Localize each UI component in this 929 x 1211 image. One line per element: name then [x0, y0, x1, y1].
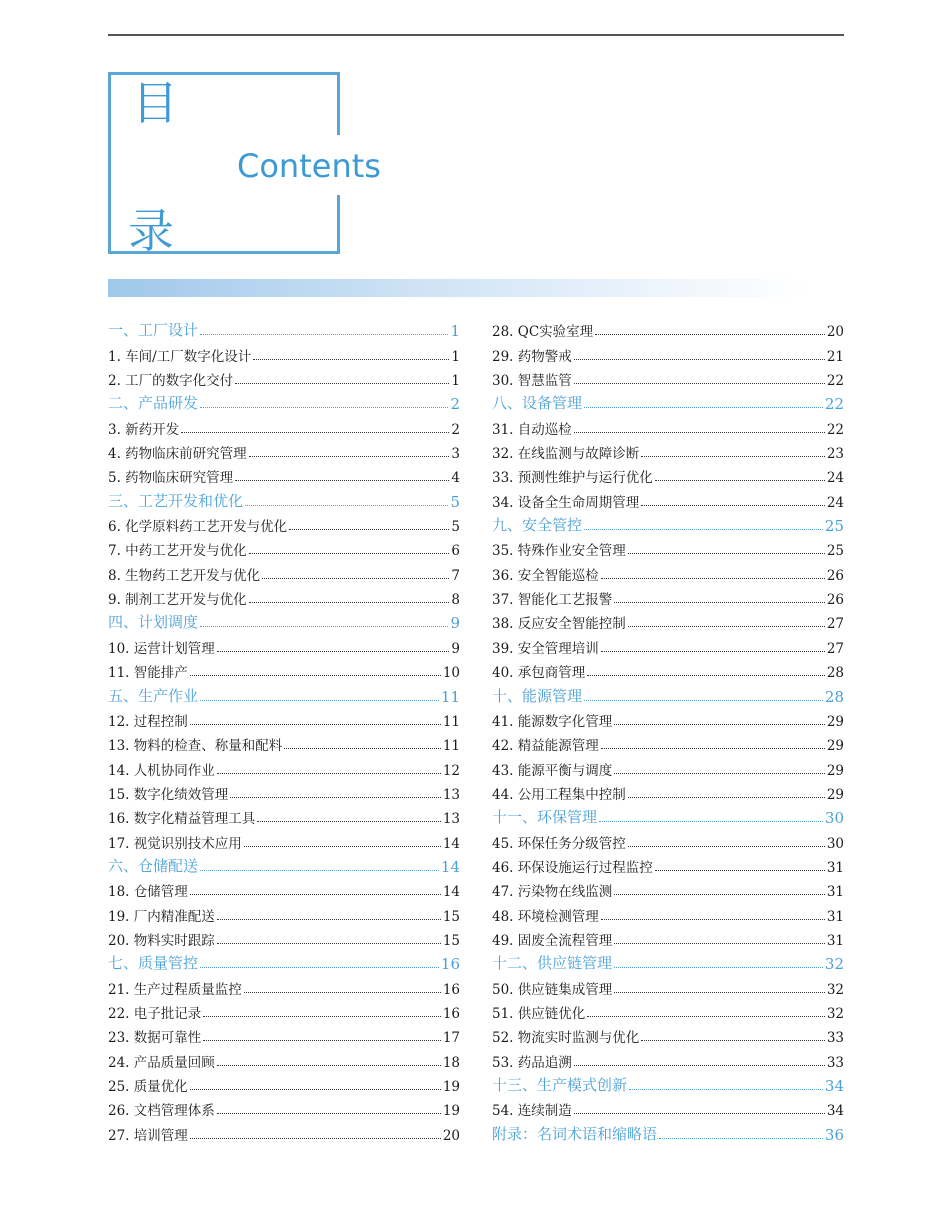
dot-leader [614, 894, 825, 895]
dot-leader [641, 456, 825, 457]
toc-section-heading[interactable] [492, 1071, 844, 1095]
toc-page-number: 33 [826, 1054, 844, 1071]
dot-leader [584, 529, 823, 530]
toc-page-number: 6 [451, 543, 460, 560]
dot-leader [217, 919, 441, 920]
dot-leader [641, 505, 825, 506]
toc-entry[interactable] [492, 900, 844, 924]
toc-page-number: 17 [442, 1030, 460, 1047]
toc-entry[interactable] [492, 559, 844, 583]
toc-entry-title: 41. 能源数字化管理 [492, 713, 613, 730]
toc-entry-title: 五、生产作业 [108, 686, 199, 705]
dot-leader [614, 724, 825, 725]
toc-entry-title: 33. 预测性维护与运行优化 [492, 470, 653, 487]
toc-entry[interactable] [492, 657, 844, 681]
dot-leader [217, 1065, 441, 1066]
toc-entry-title: 1. 车间/工厂数字化设计 [108, 348, 252, 365]
toc-entry-title: 24. 产品质量回顾 [108, 1054, 215, 1071]
toc-entry-title: 36. 安全智能巡检 [492, 567, 599, 584]
toc-page-number: 3 [451, 446, 460, 463]
toc-entry[interactable] [492, 632, 844, 656]
dot-leader [584, 407, 823, 408]
toc-entry-title: 附录：名词术语和缩略语 [492, 1124, 658, 1143]
toc-page-number: 5 [450, 492, 460, 511]
dot-leader [614, 992, 825, 993]
toc-entry[interactable] [492, 340, 844, 364]
toc-section-heading[interactable] [108, 681, 460, 705]
dot-leader [249, 553, 450, 554]
toc-page-number: 1 [451, 348, 460, 365]
toc-page-number: 30 [826, 835, 844, 852]
toc-entry-title: 45. 环保任务分级管控 [492, 835, 626, 852]
toc-entry-title: 八、设备管理 [492, 394, 583, 413]
toc-section-heading[interactable] [108, 486, 460, 510]
toc-entry[interactable] [492, 706, 844, 730]
toc-entry[interactable] [108, 827, 460, 851]
toc-entry-title: 30. 智慧监管 [492, 373, 572, 390]
toc-entry[interactable] [108, 1022, 460, 1046]
toc-entry-title: 40. 承包商管理 [492, 665, 586, 682]
toc-page-number: 16 [442, 1005, 460, 1022]
dot-leader [601, 578, 825, 579]
toc-page-number: 16 [442, 981, 460, 998]
toc-entry-title: 34. 设备全生命周期管理 [492, 494, 640, 511]
toc-entry-title: 三、工艺开发和优化 [108, 491, 244, 510]
dot-leader [217, 943, 441, 944]
dot-leader [203, 1016, 441, 1017]
toc-entry-title: 12. 过程控制 [108, 713, 188, 730]
toc-section-heading[interactable] [492, 803, 844, 827]
toc-entry-title: 四、计划调度 [108, 613, 199, 632]
toc-page-number: 11 [442, 738, 460, 755]
toc-page-number: 5 [451, 519, 460, 536]
toc-page-number: 2 [451, 421, 460, 438]
title-char-lu: 录 [128, 204, 174, 258]
toc-page-number: 36 [824, 1125, 844, 1144]
title-char-mu: 目 [132, 76, 178, 130]
toc-page-number: 25 [826, 543, 844, 560]
toc-page-number: 11 [440, 687, 460, 706]
toc-entry[interactable] [108, 706, 460, 730]
toc-entry[interactable] [492, 608, 844, 632]
toc-entry[interactable] [108, 925, 460, 949]
toc-section-heading[interactable] [492, 511, 844, 535]
dot-leader [614, 773, 825, 774]
dot-leader [587, 675, 825, 676]
toc-entry-title: 47. 污染物在线监测 [492, 884, 613, 901]
toc-entry[interactable] [108, 462, 460, 486]
toc-entry-title: 25. 质量优化 [108, 1079, 188, 1095]
toc-entry[interactable] [492, 486, 844, 510]
toc-page-number: 32 [826, 1005, 844, 1022]
toc-page-number: 16 [440, 955, 460, 974]
toc-entry-title: 十、能源管理 [492, 686, 583, 705]
toc-entry[interactable] [108, 803, 460, 827]
dot-leader [574, 1113, 825, 1114]
toc-entry-title: 18. 仓储管理 [108, 884, 188, 901]
toc-section-heading[interactable] [108, 389, 460, 413]
dot-leader [262, 578, 449, 579]
toc-entry[interactable] [492, 316, 844, 340]
toc-entry[interactable] [108, 876, 460, 900]
toc-page-number: 1 [451, 373, 460, 390]
toc-entry[interactable] [492, 754, 844, 778]
dot-leader [574, 432, 825, 433]
toc-entry-title: 46. 环保设施运行过程监控 [492, 859, 653, 876]
toc-page-number: 22 [826, 373, 844, 390]
toc-entry[interactable] [108, 1119, 460, 1143]
toc-entry[interactable] [108, 413, 460, 437]
toc-entry-title: 六、仓储配送 [108, 856, 199, 875]
top-rule [108, 34, 844, 36]
toc-page-number: 2 [450, 395, 460, 414]
dot-leader [235, 383, 449, 384]
toc-entry-title: 28. QC实验室理 [492, 324, 594, 341]
dot-leader [574, 359, 825, 360]
dot-leader [244, 846, 441, 847]
toc-page-number: 22 [826, 421, 844, 438]
toc-section-heading[interactable] [108, 608, 460, 632]
toc-page-number: 28 [826, 665, 844, 682]
toc-entry-title: 11. 智能排产 [108, 665, 188, 682]
toc-page-number: 20 [442, 1127, 460, 1144]
toc-entry[interactable] [492, 413, 844, 437]
dot-leader [659, 1138, 823, 1139]
toc-page-number: 9 [451, 640, 460, 657]
dot-leader [190, 1089, 441, 1090]
toc-page-number: 15 [442, 908, 460, 925]
dot-leader [655, 480, 825, 481]
dot-leader [289, 529, 449, 530]
toc-entry-title: 44. 公用工程集中控制 [492, 786, 626, 803]
gradient-divider [108, 279, 808, 297]
toc-entry[interactable] [108, 1046, 460, 1070]
toc-page-number: 28 [824, 687, 844, 706]
toc-section-heading[interactable] [108, 852, 460, 876]
toc-page-number: 13 [442, 811, 460, 828]
toc-entry[interactable] [492, 779, 844, 803]
dot-leader [628, 626, 825, 627]
toc-page-number: 9 [450, 614, 460, 633]
dot-leader [249, 602, 450, 603]
dot-leader [574, 1065, 825, 1066]
toc-page-number: 15 [442, 932, 460, 949]
toc-entry-title: 13. 物料的检查、称量和配料 [108, 738, 283, 755]
toc-page-number: 32 [826, 981, 844, 998]
toc-entry-title: 27. 培训管理 [108, 1127, 188, 1144]
dot-leader [284, 748, 441, 749]
toc-page-number: 24 [826, 494, 844, 511]
toc-entry-title: 31. 自动巡检 [492, 421, 572, 438]
dot-leader [200, 967, 439, 968]
dot-leader [655, 870, 825, 871]
toc-entry[interactable] [108, 973, 460, 997]
toc-entry-title: 4. 药物临床前研究管理 [108, 446, 247, 463]
dot-leader [190, 675, 441, 676]
toc-page-number: 27 [826, 616, 844, 633]
dot-leader [235, 480, 449, 481]
dot-leader [601, 919, 825, 920]
toc-entry-title: 十一、环保管理 [492, 808, 598, 827]
dot-leader [253, 359, 449, 360]
toc-entry[interactable] [492, 462, 844, 486]
toc-entry-title: 14. 人机协同作业 [108, 762, 215, 779]
toc-page-number: 19 [442, 1079, 460, 1095]
toc-page-number: 12 [442, 762, 460, 779]
dot-leader [587, 1016, 825, 1017]
dot-leader [217, 773, 441, 774]
toc-entry-title: 26. 文档管理体系 [108, 1103, 215, 1120]
toc-entry[interactable] [108, 900, 460, 924]
toc-entry-title: 21. 生产过程质量监控 [108, 981, 242, 998]
toc-page-number: 18 [442, 1054, 460, 1071]
toc-page-number: 31 [826, 884, 844, 901]
toc-entry-title: 50. 供应链集成管理 [492, 981, 613, 998]
toc-entry[interactable] [492, 1046, 844, 1070]
toc-entry[interactable] [492, 1095, 844, 1119]
dot-leader [249, 456, 450, 457]
toc-entry[interactable] [108, 1071, 460, 1095]
toc-entry[interactable] [108, 1095, 460, 1119]
toc-page-number: 31 [826, 932, 844, 949]
toc-entry-title: 七、质量管控 [108, 954, 199, 973]
toc-page-number: 14 [442, 884, 460, 901]
toc-entry[interactable] [492, 827, 844, 851]
toc-entry-title: 22. 电子批记录 [108, 1005, 202, 1022]
toc-entry-title: 43. 能源平衡与调度 [492, 762, 613, 779]
dot-leader [200, 870, 439, 871]
toc-entry-title: 54. 连续制造 [492, 1103, 572, 1120]
toc-entry[interactable] [108, 535, 460, 559]
dot-leader [601, 748, 825, 749]
toc-page-number: 20 [826, 324, 844, 341]
dot-leader [230, 797, 441, 798]
toc-entry-title: 32. 在线监测与故障诊断 [492, 446, 640, 463]
toc-entry[interactable] [108, 730, 460, 754]
toc-entry-title: 3. 新药开发 [108, 421, 180, 438]
toc-page-number: 10 [442, 665, 460, 682]
toc-entry-title: 10. 运营计划管理 [108, 640, 215, 657]
toc-entry-title: 6. 化学原料药工艺开发与优化 [108, 519, 288, 536]
toc-section-heading[interactable] [492, 949, 844, 973]
toc-entry[interactable] [108, 998, 460, 1022]
toc-entry-title: 52. 物流实时监测与优化 [492, 1030, 640, 1047]
toc-page-number: 29 [826, 786, 844, 803]
toc-entry[interactable] [492, 1022, 844, 1046]
dot-leader [190, 724, 441, 725]
title-contents: Contents [237, 147, 381, 185]
toc-entry-title: 20. 物料实时跟踪 [108, 932, 215, 949]
toc-entry-title: 53. 药品追溯 [492, 1054, 572, 1071]
dot-leader [641, 1040, 825, 1041]
dot-leader [614, 602, 825, 603]
toc-entry[interactable] [492, 925, 844, 949]
toc-entry-title: 48. 环境检测管理 [492, 908, 599, 925]
toc-page-number: 23 [826, 446, 844, 463]
toc-entry-title: 7. 中药工艺开发与优化 [108, 543, 247, 560]
toc-entry-title: 5. 药物临床研究管理 [108, 470, 234, 487]
toc-section-heading[interactable] [492, 389, 844, 413]
toc-entry[interactable] [492, 535, 844, 559]
toc-entry-title: 23. 数据可靠性 [108, 1030, 202, 1047]
toc-page-number: 1 [450, 322, 460, 341]
toc-entry-title: 9. 制剂工艺开发与优化 [108, 592, 247, 609]
toc-page-number: 19 [442, 1103, 460, 1120]
toc-page-number: 30 [824, 809, 844, 828]
dot-leader [628, 846, 825, 847]
toc-page-number: 27 [826, 640, 844, 657]
toc-page-number: 34 [824, 1077, 844, 1095]
toc-entry[interactable] [492, 852, 844, 876]
toc-page-number: 4 [451, 470, 460, 487]
dot-leader [629, 1089, 823, 1090]
toc-column-right [492, 316, 844, 1144]
toc-entry[interactable] [492, 998, 844, 1022]
dot-leader [599, 821, 823, 822]
toc-entry[interactable] [108, 657, 460, 681]
toc-page-number: 29 [826, 713, 844, 730]
dot-leader [257, 821, 441, 822]
toc-entry[interactable] [108, 754, 460, 778]
toc-column-left [108, 316, 460, 1144]
dot-leader [601, 651, 825, 652]
dot-leader [628, 797, 825, 798]
toc-entry-title: 38. 反应安全智能控制 [492, 616, 626, 633]
toc-entry-title: 一、工厂设计 [108, 321, 199, 340]
dot-leader [217, 1113, 441, 1114]
toc-entry[interactable] [492, 584, 844, 608]
dot-leader [584, 700, 823, 701]
toc-page-number: 7 [451, 567, 460, 584]
dot-leader [203, 1040, 441, 1041]
toc-page-number: 24 [826, 470, 844, 487]
toc-page-number: 31 [826, 908, 844, 925]
toc-entry-title: 十三、生产模式创新 [492, 1076, 628, 1094]
toc-page-number: 14 [440, 857, 460, 876]
toc-page-number: 33 [826, 1030, 844, 1047]
dot-leader [614, 943, 825, 944]
toc-entry-title: 35. 特殊作业安全管理 [492, 543, 626, 560]
toc-page-number: 32 [824, 955, 844, 974]
toc-entry-title: 42. 精益能源管理 [492, 738, 599, 755]
toc-section-heading[interactable] [492, 681, 844, 705]
toc-page-number: 22 [824, 395, 844, 414]
toc-page-number: 21 [826, 348, 844, 365]
toc-entry[interactable] [492, 438, 844, 462]
toc-entry-title: 2. 工厂的数字化交付 [108, 373, 234, 390]
toc-page-number: 29 [826, 738, 844, 755]
toc-page-number: 11 [442, 713, 460, 730]
toc-page-number: 25 [824, 517, 844, 536]
toc-page-number: 8 [451, 592, 460, 609]
dot-leader [200, 626, 448, 627]
dot-leader [628, 553, 825, 554]
toc-page-number: 14 [442, 835, 460, 852]
toc-entry-title: 二、产品研发 [108, 394, 199, 413]
toc-entry[interactable] [108, 632, 460, 656]
toc-page-number: 29 [826, 762, 844, 779]
toc-entry[interactable] [492, 730, 844, 754]
toc-page-number: 13 [442, 786, 460, 803]
dot-leader [244, 992, 441, 993]
toc-entry-title: 16. 数字化精益管理工具 [108, 811, 256, 828]
dot-leader [200, 407, 448, 408]
toc-page-number: 26 [826, 592, 844, 609]
dot-leader [181, 432, 449, 433]
dot-leader [190, 1138, 441, 1139]
toc-entry-title: 51. 供应链优化 [492, 1005, 586, 1022]
dot-leader [574, 383, 825, 384]
toc-entry[interactable] [108, 584, 460, 608]
toc-entry[interactable] [108, 779, 460, 803]
toc-entry-title: 九、安全管控 [492, 516, 583, 535]
dot-leader [217, 651, 450, 652]
toc-entry[interactable] [492, 973, 844, 997]
toc-entry[interactable] [492, 876, 844, 900]
dot-leader [190, 894, 441, 895]
dot-leader [614, 967, 823, 968]
dot-leader [245, 505, 448, 506]
toc-entry-title: 39. 安全管理培训 [492, 640, 599, 657]
toc-entry-title: 15. 数字化绩效管理 [108, 786, 229, 803]
dot-leader [200, 334, 448, 335]
toc-entry-title: 17. 视觉识别技术应用 [108, 835, 242, 852]
toc-entry[interactable] [108, 511, 460, 535]
toc-entry[interactable] [108, 340, 460, 364]
toc-section-heading[interactable] [108, 316, 460, 340]
toc-entry-title: 十二、供应链管理 [492, 954, 613, 973]
dot-leader [595, 334, 825, 335]
toc-page-number: 34 [826, 1103, 844, 1120]
toc-entry[interactable] [492, 365, 844, 389]
toc-section-heading[interactable] [108, 949, 460, 973]
toc-entry[interactable] [108, 559, 460, 583]
toc-page-number: 26 [826, 567, 844, 584]
toc-entry-title: 8. 生物药工艺开发与优化 [108, 567, 261, 584]
toc-entry-title: 19. 厂内精准配送 [108, 908, 215, 925]
toc-entry-title: 37. 智能化工艺报警 [492, 592, 613, 609]
toc-entry[interactable] [108, 438, 460, 462]
toc-page-number: 31 [826, 859, 844, 876]
toc-section-heading[interactable] [492, 1119, 844, 1143]
toc-entry[interactable] [108, 365, 460, 389]
dot-leader [200, 700, 439, 701]
toc-entry-title: 29. 药物警戒 [492, 348, 572, 365]
toc-entry-title: 49. 固废全流程管理 [492, 932, 613, 949]
